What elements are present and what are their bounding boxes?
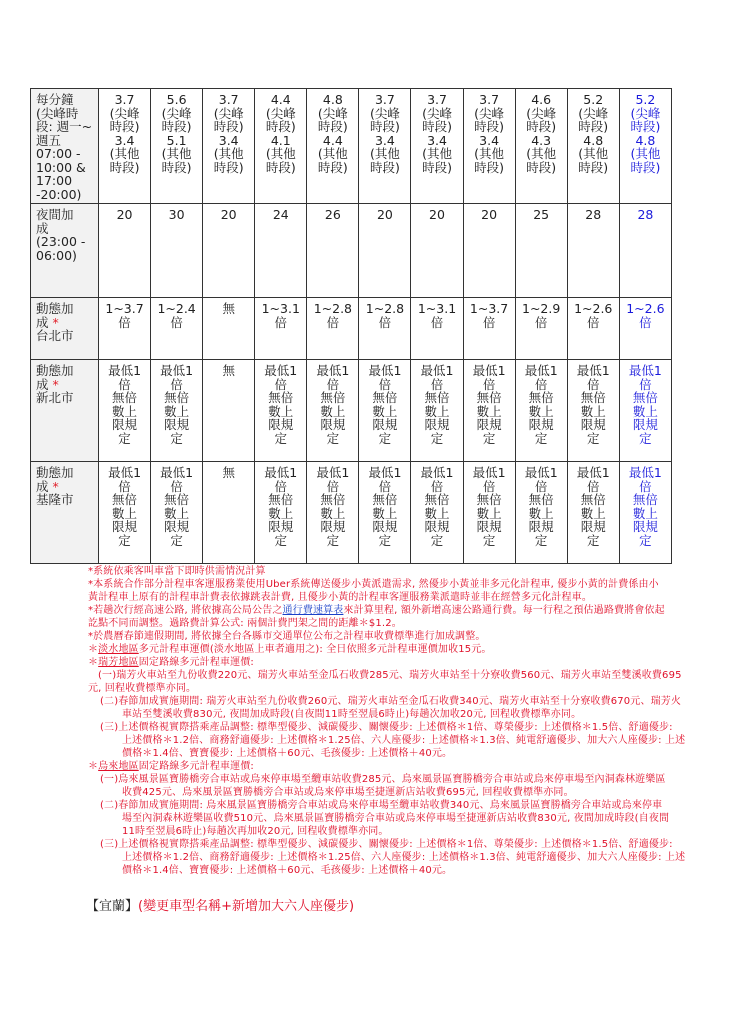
asterisk-icon: * [48, 376, 59, 392]
table-cell: 1~2.8 倍 [359, 298, 411, 360]
table-cell: 1~3.1 倍 [411, 298, 463, 360]
note-line: (三)上述價格視實際搭乘產品調整: 標準型優步、減碳優步、關懷優步: 上述價格＊1倍、尊榮優步: 上述價格＊1.5倍、舒適優步: [100, 722, 673, 733]
table-cell: 無 [203, 360, 255, 462]
notes [0, 565, 729, 877]
table-cell: 5.2 (尖峰 時段) 4.8 (其他 時段) [567, 89, 619, 204]
table-cell: 最低1 倍 無倍 數上 限規 定 [411, 462, 463, 564]
asterisk-icon: * [48, 478, 59, 494]
note-line: 黃計程車上原有的計程車計費表依據跳表計費, 且優步小黃的計程車客運服務業派遣時並非在經營多元化計程車。 [88, 592, 593, 603]
note-line: 價格＊1.4倍、寶寶優步: 上述價格＋60元、毛孩優步: 上述價格＋40元。 [122, 865, 453, 876]
table-cell: 1~3.1 倍 [255, 298, 307, 360]
note-line [0, 643, 729, 656]
note-line: 車站至雙溪收費830元, 夜間加成時段(自夜間11時至翌晨6時止)每趟次加收20元, 回程收費標準亦同。 [122, 709, 582, 720]
table-cell: 1~3.7 倍 [99, 298, 151, 360]
note-line: *系統依乘客叫車當下即時供需情況計算 [88, 566, 266, 577]
note-line: *本系統合作部分計程車客運服務業使用Uber系統傳送優步小黃派遣需求, 然優步小黃並非多元化計程車, 優步小黃的計費係由小 [88, 579, 659, 590]
table-cell: 最低1 倍 無倍 數上 限規 定 [619, 360, 671, 462]
table-cell: 1~3.7 倍 [463, 298, 515, 360]
table-cell: 最低1 倍 無倍 數上 限規 定 [255, 360, 307, 462]
table-cell: 20 [99, 204, 151, 298]
note-line: *於農曆春節連假期間, 將依據全台各縣市交通單位公布之計程車收費標準進行加成調整。 [88, 631, 486, 642]
row-header [31, 360, 99, 462]
table-cell: 1~2.6 倍 [619, 298, 671, 360]
row-header: 每分鐘 (尖峰時 段: 週一~ 週五 07:00 - 10:00 & 17:00 -20:00) [31, 89, 99, 204]
table-cell: 最低1 倍 無倍 數上 限規 定 [463, 462, 515, 564]
note-line: (二)春節加成實施期間: 瑞芳火車站至九份收費260元、瑞芳火車站至金瓜石收費340元、瑞芳火車站至十分寮收費670元、瑞芳火 [100, 696, 682, 707]
note-line: (三)上述價格視實際搭乘產品調整: 標準型優步、減碳優步、關懷優步: 上述價格＊1倍、尊榮優步: 上述價格＊1.5倍、舒適優步: [100, 839, 673, 850]
star-mark: ＊ [88, 761, 99, 772]
region-label: 【宜蘭】 [86, 899, 139, 914]
note-text: 來計算里程, 額外新增高速公路通行費。每一行程之預估過路費將會依起 [343, 605, 665, 616]
table-cell: 最低1 倍 無倍 數上 限規 定 [151, 360, 203, 462]
table-cell: 25 [515, 204, 567, 298]
row-header [31, 298, 99, 360]
table-cell: 最低1 倍 無倍 數上 限規 定 [359, 462, 411, 564]
document-body [0, 88, 729, 915]
area-wulai: 烏來地區 [98, 761, 139, 772]
row-header-label: 動態加 成 [36, 363, 74, 392]
note-line [0, 760, 729, 773]
note-line: 價格＊1.4倍、寶寶優步: 上述價格＋60元、毛孩優步: 上述價格＋40元。 [122, 748, 453, 759]
table-cell: 最低1 倍 無倍 數上 限規 定 [307, 360, 359, 462]
table-cell: 20 [359, 204, 411, 298]
note-line [0, 604, 729, 617]
note-line: (二)春節加成實施期間: 烏來風景區寶勝橋旁合車站或烏來停車場至纜車站收費340元、烏來風景區寶勝橋旁合車站或烏來停車 [100, 800, 663, 811]
row-header-city: 基隆市 [36, 492, 74, 507]
table-cell: 最低1 倍 無倍 數上 限規 定 [307, 462, 359, 564]
table-cell: 最低1 倍 無倍 數上 限規 定 [411, 360, 463, 462]
table-cell: 最低1 倍 無倍 數上 限規 定 [567, 462, 619, 564]
table-cell: 最低1 倍 無倍 數上 限規 定 [255, 462, 307, 564]
row-header-city: 新北市 [36, 390, 74, 405]
table-cell: 3.7 (尖峰 時段) 3.4 (其他 時段) [411, 89, 463, 204]
table-cell: 30 [151, 204, 203, 298]
table-cell: 3.7 (尖峰 時段) 3.4 (其他 時段) [463, 89, 515, 204]
row-header [31, 462, 99, 564]
row-night-surcharge [31, 204, 672, 298]
table-cell: 20 [411, 204, 463, 298]
star-mark: ＊ [88, 657, 99, 668]
table-cell: 1~2.4 倍 [151, 298, 203, 360]
table-cell: 最低1 倍 無倍 數上 限規 定 [515, 360, 567, 462]
section-heading [0, 899, 729, 915]
table-cell: 4.8 (尖峰 時段) 4.4 (其他 時段) [307, 89, 359, 204]
table-cell: 4.6 (尖峰 時段) 4.3 (其他 時段) [515, 89, 567, 204]
table-cell: 1~2.8 倍 [307, 298, 359, 360]
table-cell: 5.6 (尖峰 時段) 5.1 (其他 時段) [151, 89, 203, 204]
area-tamsui: 淡水地區 [98, 644, 139, 655]
table-cell: 4.4 (尖峰 時段) 4.1 (其他 時段) [255, 89, 307, 204]
change-note: (變更車型名稱+新增加大六人座優步) [138, 899, 355, 914]
table-cell: 最低1 倍 無倍 數上 限規 定 [99, 360, 151, 462]
note-line: 訖點不同而調整。過路費計算公式: 兩個計費門架之間的距離＊$1.2。 [88, 618, 402, 629]
note-text: 固定路線多元計程車運價: [138, 761, 254, 772]
table-cell: 28 [567, 204, 619, 298]
row-header-label: 動態加 成 [36, 465, 74, 494]
table-cell: 26 [307, 204, 359, 298]
area-ruifang: 瑞芳地區 [98, 657, 139, 668]
table-cell: 20 [463, 204, 515, 298]
note-text: 固定路線多元計程車運價: [138, 657, 254, 668]
table-cell: 最低1 倍 無倍 數上 限規 定 [567, 360, 619, 462]
table-cell: 1~2.6 倍 [567, 298, 619, 360]
note-line: 元, 回程收費標準亦同。 [88, 683, 197, 694]
row-header-label: 動態加 成 [36, 301, 74, 330]
table-cell: 20 [203, 204, 255, 298]
note-line: (一)瑞芳火車站至九份收費220元、瑞芳火車站至金瓜石收費285元、瑞芳火車站至十分寮收費560元、瑞芳火車站至雙溪收費695 [98, 670, 682, 681]
row-per-minute [31, 89, 672, 204]
table-cell: 最低1 倍 無倍 數上 限規 定 [515, 462, 567, 564]
toll-calculator-link[interactable]: 通行費速算表 [282, 605, 344, 616]
table-cell: 最低1 倍 無倍 數上 限規 定 [151, 462, 203, 564]
table-cell: 最低1 倍 無倍 數上 限規 定 [463, 360, 515, 462]
table-cell: 24 [255, 204, 307, 298]
table-cell: 28 [619, 204, 671, 298]
star-mark: ＊ [88, 644, 99, 655]
table-cell: 無 [203, 298, 255, 360]
note-line: 收費425元、烏來風景區寶勝橋旁合車站或烏來停車場至捷運新店站收費695元, 回程收費標準亦同。 [122, 787, 574, 798]
asterisk-icon: * [48, 314, 59, 330]
table-cell: 無 [203, 462, 255, 564]
note-line: 場至內洞森林遊樂區收費510元、烏來風景區寶勝橋旁合車站或烏來停車場至捷運新店站收費830元, 夜間加成時段(自夜間 [122, 813, 670, 824]
note-text: *若趟次行經高速公路, 將依據高公局公告之 [88, 605, 283, 616]
table-cell: 最低1 倍 無倍 數上 限規 定 [359, 360, 411, 462]
row-dynamic-new-taipei [31, 360, 672, 462]
table-cell: 3.7 (尖峰 時段) 3.4 (其他 時段) [99, 89, 151, 204]
table-cell: 最低1 倍 無倍 數上 限規 定 [619, 462, 671, 564]
note-line: 上述價格＊1.2倍、商務舒適優步: 上述價格＊1.25倍、六人座優步: 上述價格＊1.3倍、純電舒適優步、加大六人座優步: 上述 [122, 735, 686, 746]
table-cell: 3.7 (尖峰 時段) 3.4 (其他 時段) [359, 89, 411, 204]
row-dynamic-taipei [31, 298, 672, 360]
note-line: 11時至翌晨6時止)每趟次再加收20元, 回程收費標準亦同。 [122, 826, 389, 837]
table-cell: 最低1 倍 無倍 數上 限規 定 [99, 462, 151, 564]
note-line [0, 656, 729, 669]
row-dynamic-keelung [31, 462, 672, 564]
fare-table [30, 88, 672, 564]
note-line: (一)烏來風景區寶勝橋旁合車站或烏來停車場至纜車站收費285元、烏來風景區寶勝橋旁合車站或烏來停車場至內洞森林遊樂區 [100, 774, 666, 785]
table-cell: 5.2 (尖峰 時段) 4.8 (其他 時段) [619, 89, 671, 204]
table-cell: 1~2.9 倍 [515, 298, 567, 360]
note-line: 上述價格＊1.2倍、商務舒適優步: 上述價格＊1.25倍、六人座優步: 上述價格＊1.3倍、純電舒適優步、加大六人座優步: 上述 [122, 852, 686, 863]
row-header: 夜間加 成 (23:00 - 06:00) [31, 204, 99, 298]
table-cell: 3.7 (尖峰 時段) 3.4 (其他 時段) [203, 89, 255, 204]
row-header-city: 台北市 [36, 328, 74, 343]
note-text: 多元計程車運價(淡水地區上車者適用之): 全日依照多元計程車運價加收15元。 [138, 644, 492, 655]
